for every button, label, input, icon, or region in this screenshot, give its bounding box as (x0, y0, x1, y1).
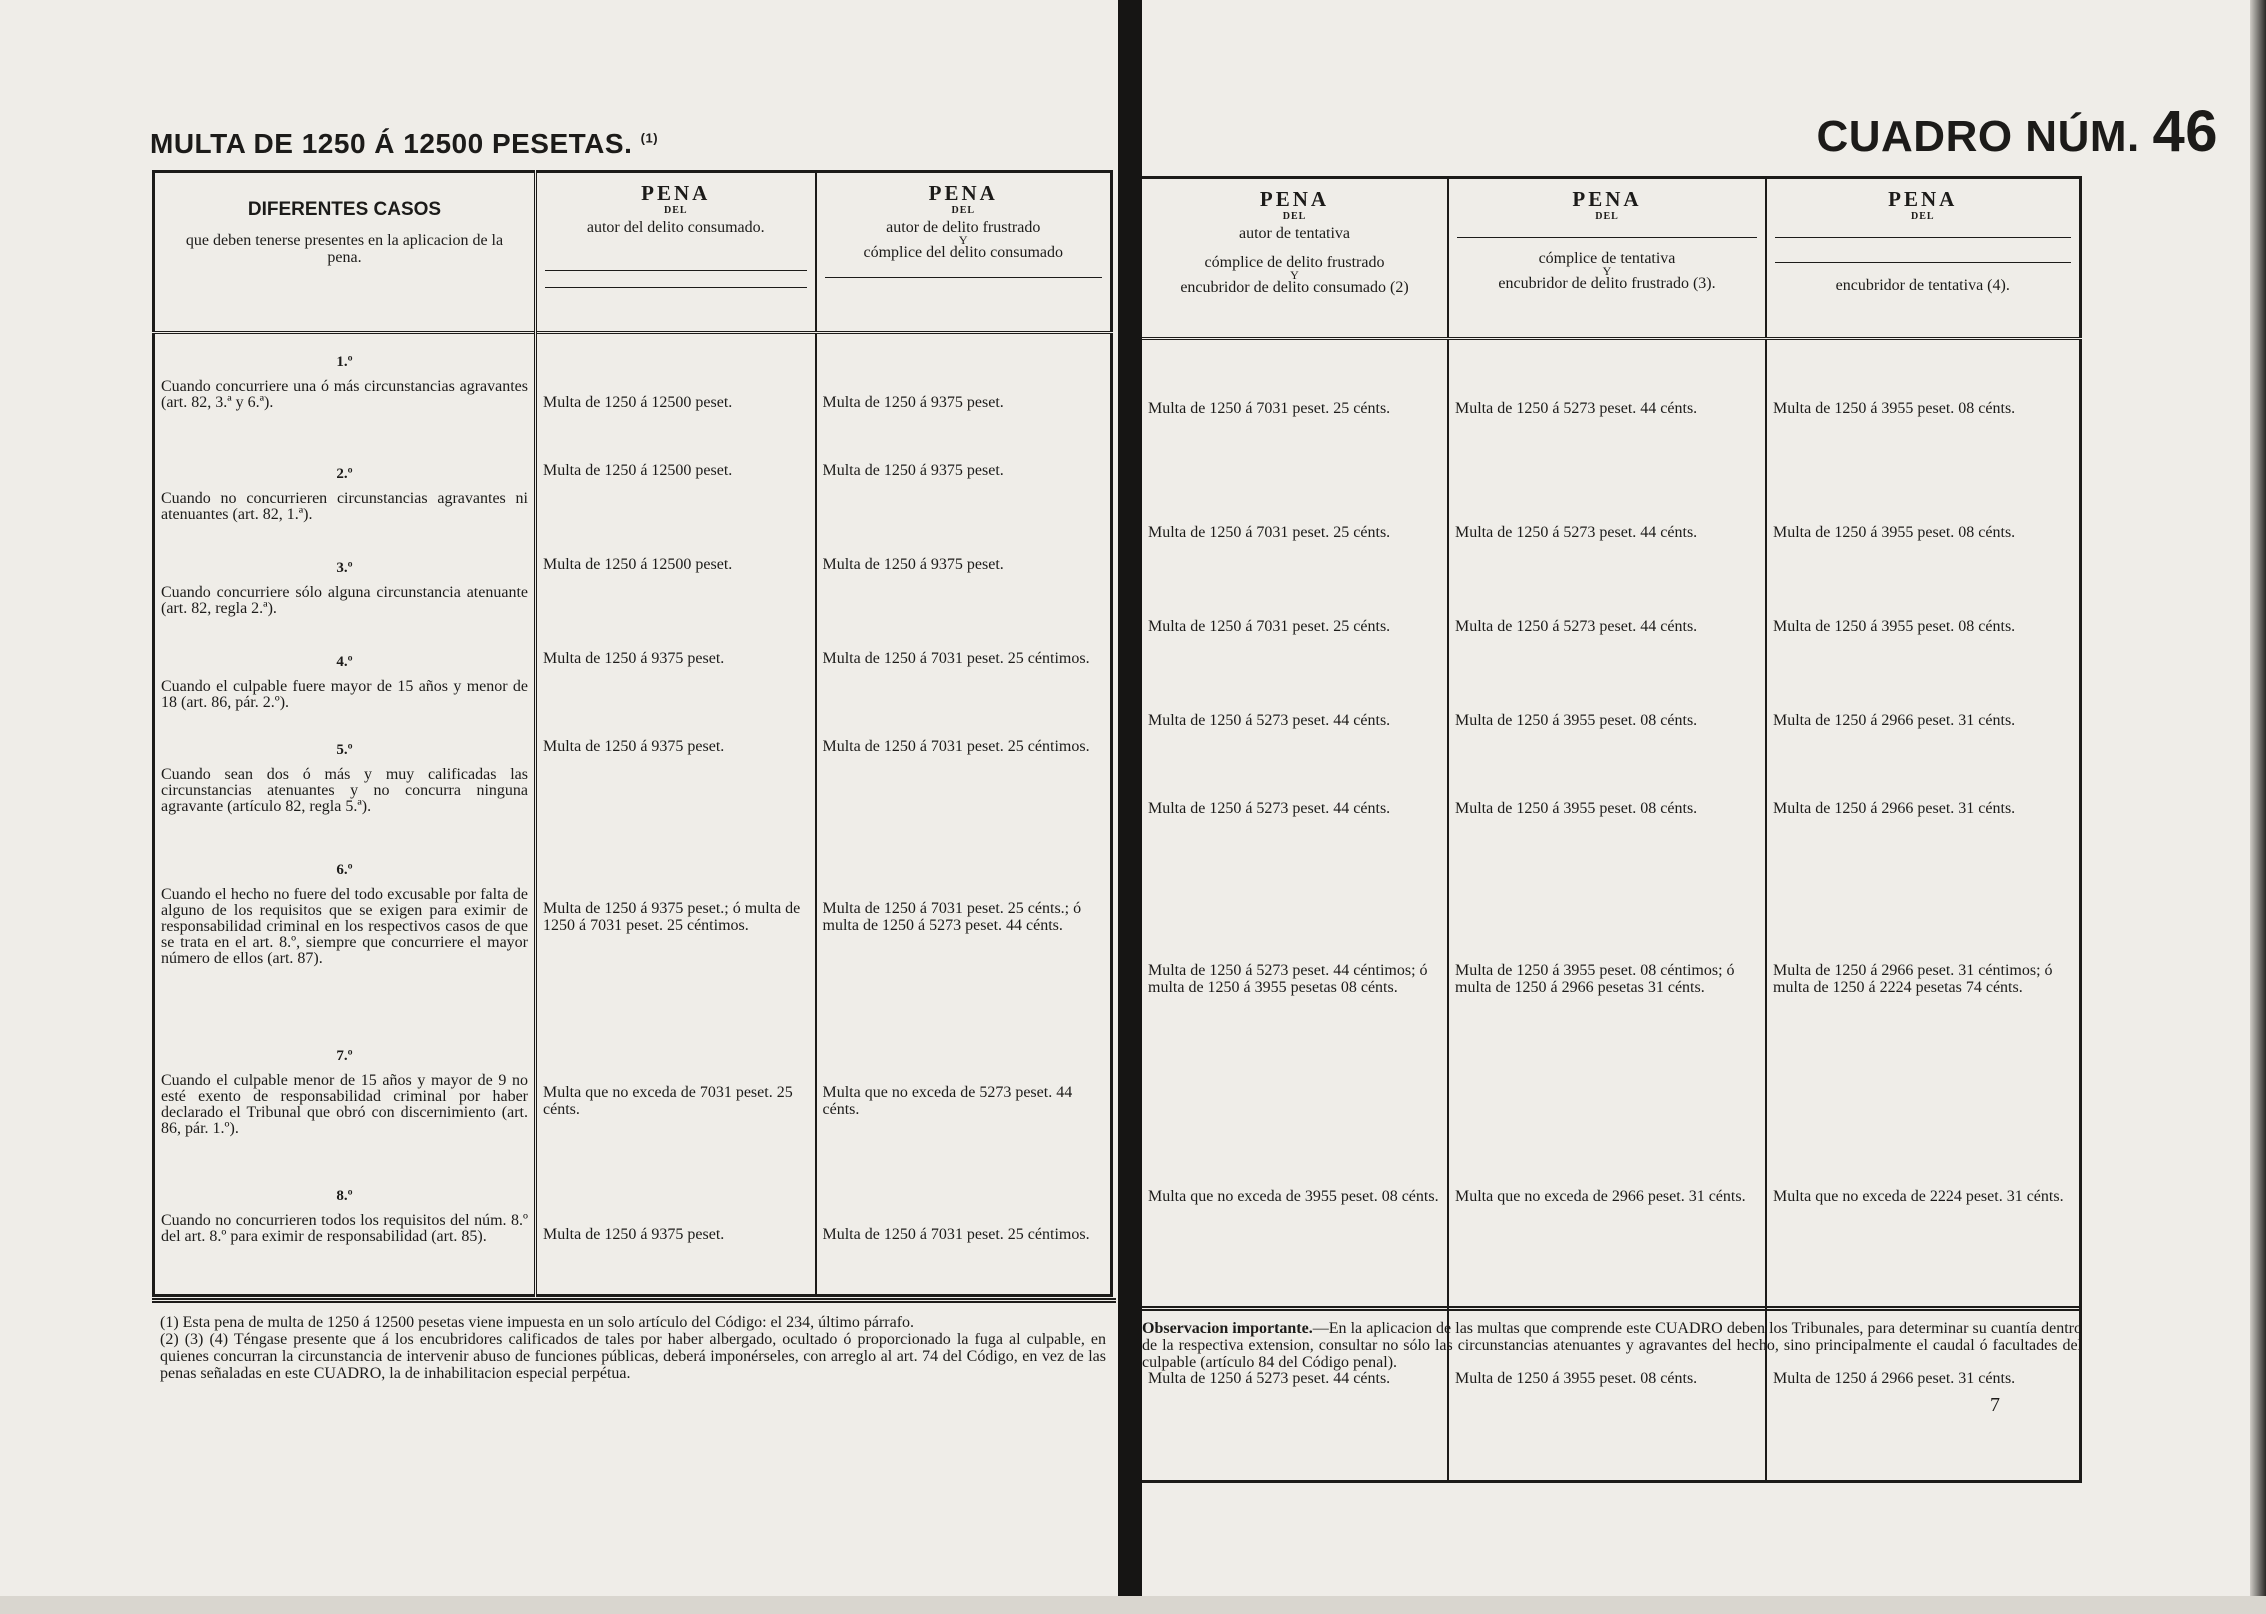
caso-text: Cuando concurriere sólo alguna circunstancia atenuante (art. 82, regla 2.ª). (161, 584, 528, 617)
pena-value: Multa de 1250 á 5273 peset. 44 cénts. (1448, 520, 1766, 614)
pena-value: Multa de 1250 á 3955 peset. 08 cénts. (1448, 796, 1766, 916)
pena-value: Multa que no exceda de 7031 peset. 25 cénts. (536, 1040, 816, 1180)
pena-value: Multa de 1250 á 5273 peset. 44 cénts. (1448, 614, 1766, 708)
observacion-importante (1142, 1320, 2082, 1371)
table-row (154, 646, 1112, 734)
pena-value: Multa que no exceda de 2966 peset. 31 cénts. (1448, 1144, 1766, 1324)
pena-value: Multa que no exceda de 3955 peset. 08 cénts. (1148, 1188, 1439, 1205)
del-label: DEL (951, 205, 976, 216)
caso-number: 2.º (336, 466, 353, 482)
pena-value: Multa de 1250 á 2966 peset. 31 cénts. (1766, 796, 2080, 916)
left-page (0, 0, 1118, 1614)
pena-value: Multa de 1250 á 12500 peset. (536, 552, 816, 646)
casos-subtitle: que deben tenerse presentes en la aplicacion de la pena. (185, 232, 504, 266)
table-row (1142, 614, 2080, 708)
del-label: DEL (1595, 211, 1619, 222)
caso-text: Cuando no concurrieren todos los requisitos del núm. 8.º del art. 8.º para eximir de responsabilidad (art. 85). (161, 1212, 528, 1245)
caso-cell (154, 1180, 536, 1296)
table-row (1142, 1144, 2080, 1324)
caso-text: Cuando el hecho no fuere del todo excusable por falta de alguno de los requisitos que se exigen para eximir de responsabilidad criminal en los respectivos casos de que se trata en el art. 8.º, siempre que concurriere el mayor número de ellos (art. 87). (161, 886, 528, 967)
pena-autor-frustrado-header (816, 172, 1112, 333)
caso-cell (154, 333, 536, 459)
table-bottom-rule (152, 1298, 1116, 1303)
table-bottom-rule (1142, 1306, 2082, 1311)
caso-text: Cuando concurriere una ó más circunstancias agravantes (art. 82, 3.ª y 6.ª). (161, 378, 528, 411)
pena-label: PENA (641, 181, 711, 205)
pena-value: Multa de 1250 á 9375 peset. (816, 552, 1112, 646)
caso-text: Cuando no concurrieren circunstancias agravantes ni atenuantes (art. 82, 1.ª). (161, 490, 528, 523)
y-conjunction: Y (958, 233, 968, 247)
col-heading-line: encubridor de delito frustrado (3). (1498, 275, 1716, 292)
pena-value: Multa de 1250 á 3955 peset. 08 cénts. (1766, 614, 2080, 708)
left-penalty-table (152, 170, 1113, 1297)
pena-value: Multa de 1250 á 7031 peset. 25 céntimos. (816, 734, 1112, 854)
caso-number: 1.º (336, 354, 353, 370)
col-heading-line: autor de tentativa (1238, 225, 1351, 242)
pena-label: PENA (1259, 187, 1330, 211)
pena-value: Multa de 1250 á 5273 peset. 44 céntimos; ó multa de 1250 á 3955 pesetas 08 cénts. (1148, 962, 1428, 996)
obs-text: —En la aplicacion de las multas que comprende este CUADRO deben los Tribunales, para determinar su cuantía dentro de la respectiva extension, consultar no sólo las circunstancias atenuantes y agravantes del hecho, sino principalmente el caudal ó facultades del culpable (artículo 84 del Código penal). (1142, 1320, 2082, 1371)
del-label: DEL (1910, 211, 1935, 222)
table-row (154, 734, 1112, 854)
table-row (154, 1180, 1112, 1296)
pena-value: Multa de 1250 á 7031 peset. 25 cénts. (1142, 339, 1448, 521)
table-row (1142, 520, 2080, 614)
caso-number: 4.º (336, 654, 353, 670)
left-page-header (150, 128, 658, 160)
pena-value: Multa de 1250 á 7031 peset. 25 cénts.; ó multa de 1250 á 5273 peset. 44 cénts. (816, 854, 1112, 1040)
pena-value: Multa de 1250 á 2966 peset. 31 céntimos; ó multa de 1250 á 2224 pesetas 74 cénts. (1766, 916, 2080, 1144)
pena-value: Multa de 1250 á 9375 peset. (536, 1180, 816, 1296)
page-number: 7 (1990, 1394, 2000, 1416)
pena-value: Multa de 1250 á 3955 peset. 08 cénts. (1766, 339, 2080, 521)
caso-cell (154, 734, 536, 854)
table-row (1142, 708, 2080, 796)
table-row (154, 1040, 1112, 1180)
table-row (154, 458, 1112, 552)
caso-cell (154, 854, 536, 1040)
pena-encubridor-tentativa-header (1766, 178, 2080, 339)
pena-value: Multa de 1250 á 9375 peset. (536, 734, 816, 854)
casos-title: DIFERENTES CASOS (247, 199, 442, 220)
caso-number: 3.º (336, 560, 353, 576)
table-row (154, 854, 1112, 1040)
right-page-header (1816, 98, 2218, 165)
pena-value: Multa que no exceda de 2224 peset. 31 cénts. (1766, 1144, 2080, 1324)
header-rule (545, 270, 807, 271)
obs-title: Observacion importante. (1142, 1320, 1313, 1337)
caso-cell (154, 552, 536, 646)
right-table-header-row (1142, 178, 2080, 339)
pena-value: Multa de 1250 á 9375 peset. (816, 333, 1112, 459)
caso-cell (154, 646, 536, 734)
pena-value: Multa de 1250 á 3955 peset. 08 cénts. (1448, 1324, 1766, 1482)
caso-text: Cuando el culpable fuere mayor de 15 años y menor de 18 (art. 86, pár. 2.º). (161, 678, 528, 711)
pena-label: PENA (928, 181, 998, 205)
cuadro-label: CUADRO NÚM. (1816, 112, 2140, 161)
col-heading-line: cómplice de delito frustrado (1204, 254, 1385, 271)
table-row (1142, 339, 2080, 521)
pena-value: Multa de 1250 á 7031 peset. 25 cénts. (1148, 524, 1391, 541)
pena-tentativa-header (1142, 178, 1448, 339)
pena-value: Multa de 1250 á 9375 peset.; ó multa de 1250 á 7031 peset. 25 céntimos. (536, 854, 816, 1040)
pena-value: Multa de 1250 á 9375 peset. (536, 646, 816, 734)
pena-value: Multa de 1250 á 2966 peset. 31 cénts. (1766, 1324, 2080, 1482)
caso-number: 8.º (336, 1188, 353, 1204)
y-conjunction: Y (1602, 264, 1612, 278)
pena-complice-tentativa-header (1448, 178, 1766, 339)
pena-value: Multa de 1250 á 7031 peset. 25 céntimos. (816, 646, 1112, 734)
caso-cell (154, 458, 536, 552)
caso-text: Cuando el culpable menor de 15 años y mayor de 9 no esté exento de responsabilidad criminal por haber declarado el Tribunal que obró con discernimiento (art. 86, pár. 1.º). (161, 1072, 528, 1137)
pena-value: Multa de 1250 á 3955 peset. 08 céntimos; ó multa de 1250 á 2966 pesetas 31 cénts. (1448, 916, 1766, 1144)
pena-value: Multa de 1250 á 5273 peset. 44 cénts. (1148, 712, 1391, 729)
footnote-2: (2) (3) (4) Téngase presente que á los encubridores calificados de tales por haber albergado, ocultado ó proporcionado la fuga al culpable, en quienes concurran la circunstancia de intervenir abuso de funciones públicas, deberá imponérseles, con arreglo al art. 74 del Código, en vez de las penas señaladas en este CUADRO, la de inhabilitacion especial perpétua. (160, 1331, 1106, 1382)
pena-value: Multa de 1250 á 12500 peset. (536, 333, 816, 459)
y-conjunction: Y (1290, 268, 1299, 282)
pena-value: Multa de 1250 á 3955 peset. 08 cénts. (1448, 708, 1766, 796)
right-penalty-table (1142, 176, 2082, 1483)
header-rule (545, 287, 807, 288)
col-heading-line: cómplice de tentativa (1538, 250, 1676, 267)
casos-header (154, 172, 536, 333)
table-row (1142, 916, 2080, 1144)
header-rule (1775, 262, 2071, 263)
caso-text: Cuando sean dos ó más y muy calificadas las circunstancias atenuantes y no concurra ninguna agravante (artículo 82, regla 5.ª). (161, 766, 528, 815)
pena-value: Multa de 1250 á 5273 peset. 44 cénts. (1148, 800, 1391, 817)
pena-value: Multa de 1250 á 9375 peset. (816, 458, 1112, 552)
pena-value: Multa de 1250 á 7031 peset. 25 céntimos. (816, 1180, 1112, 1296)
pena-value: Multa de 1250 á 7031 peset. 25 cénts. (1148, 618, 1391, 635)
pena-label: PENA (1572, 187, 1642, 211)
pena-value: Multa de 1250 á 3955 peset. 08 cénts. (1766, 520, 2080, 614)
book-gutter (1118, 0, 1142, 1614)
cuadro-number: 46 (2152, 99, 2218, 164)
col-heading-line: autor del delito consumado. (586, 219, 765, 236)
header-rule (825, 277, 1103, 278)
pena-value: Multa que no exceda de 5273 peset. 44 cénts. (816, 1040, 1112, 1180)
left-header-title: MULTA DE 1250 Á 12500 PESETAS. (150, 128, 633, 159)
caso-number: 5.º (336, 742, 353, 758)
pena-value: Multa de 1250 á 5273 peset. 44 cénts. (1148, 1370, 1391, 1387)
pena-value: Multa de 1250 á 5273 peset. 44 cénts. (1448, 339, 1766, 521)
table-row (154, 333, 1112, 459)
header-rule (1775, 237, 2071, 238)
caso-number: 6.º (336, 862, 353, 878)
pena-autor-consumado-header (536, 172, 816, 333)
col-heading-line: encubridor de delito consumado (2) (1180, 279, 1409, 296)
table-row (154, 552, 1112, 646)
pena-label: PENA (1888, 187, 1958, 211)
pena-value: Multa de 1250 á 12500 peset. (536, 458, 816, 552)
right-page (1142, 0, 2266, 1614)
del-label: DEL (663, 205, 688, 216)
pena-value: Multa de 1250 á 2966 peset. 31 cénts. (1766, 708, 2080, 796)
table-row (1142, 796, 2080, 916)
col-heading-line: autor de delito frustrado (886, 219, 1041, 236)
footnote-1: (1) Esta pena de multa de 1250 á 12500 pesetas viene impuesta en un solo artículo del Código: el 234, último párrafo. (160, 1314, 915, 1331)
caso-number: 7.º (336, 1048, 353, 1064)
caso-cell (154, 1040, 536, 1180)
scan-edge-right (2250, 0, 2266, 1614)
del-label: DEL (1282, 211, 1307, 222)
header-rule (1457, 237, 1757, 238)
scan-bottom-edge (0, 1596, 2266, 1614)
left-header-note: (1) (640, 130, 659, 146)
col-heading-line: encubridor de tentativa (4). (1835, 277, 2010, 294)
left-footnotes (160, 1314, 1106, 1382)
col-heading-line: cómplice del delito consumado (863, 244, 1063, 261)
left-table-header-row (154, 172, 1112, 333)
